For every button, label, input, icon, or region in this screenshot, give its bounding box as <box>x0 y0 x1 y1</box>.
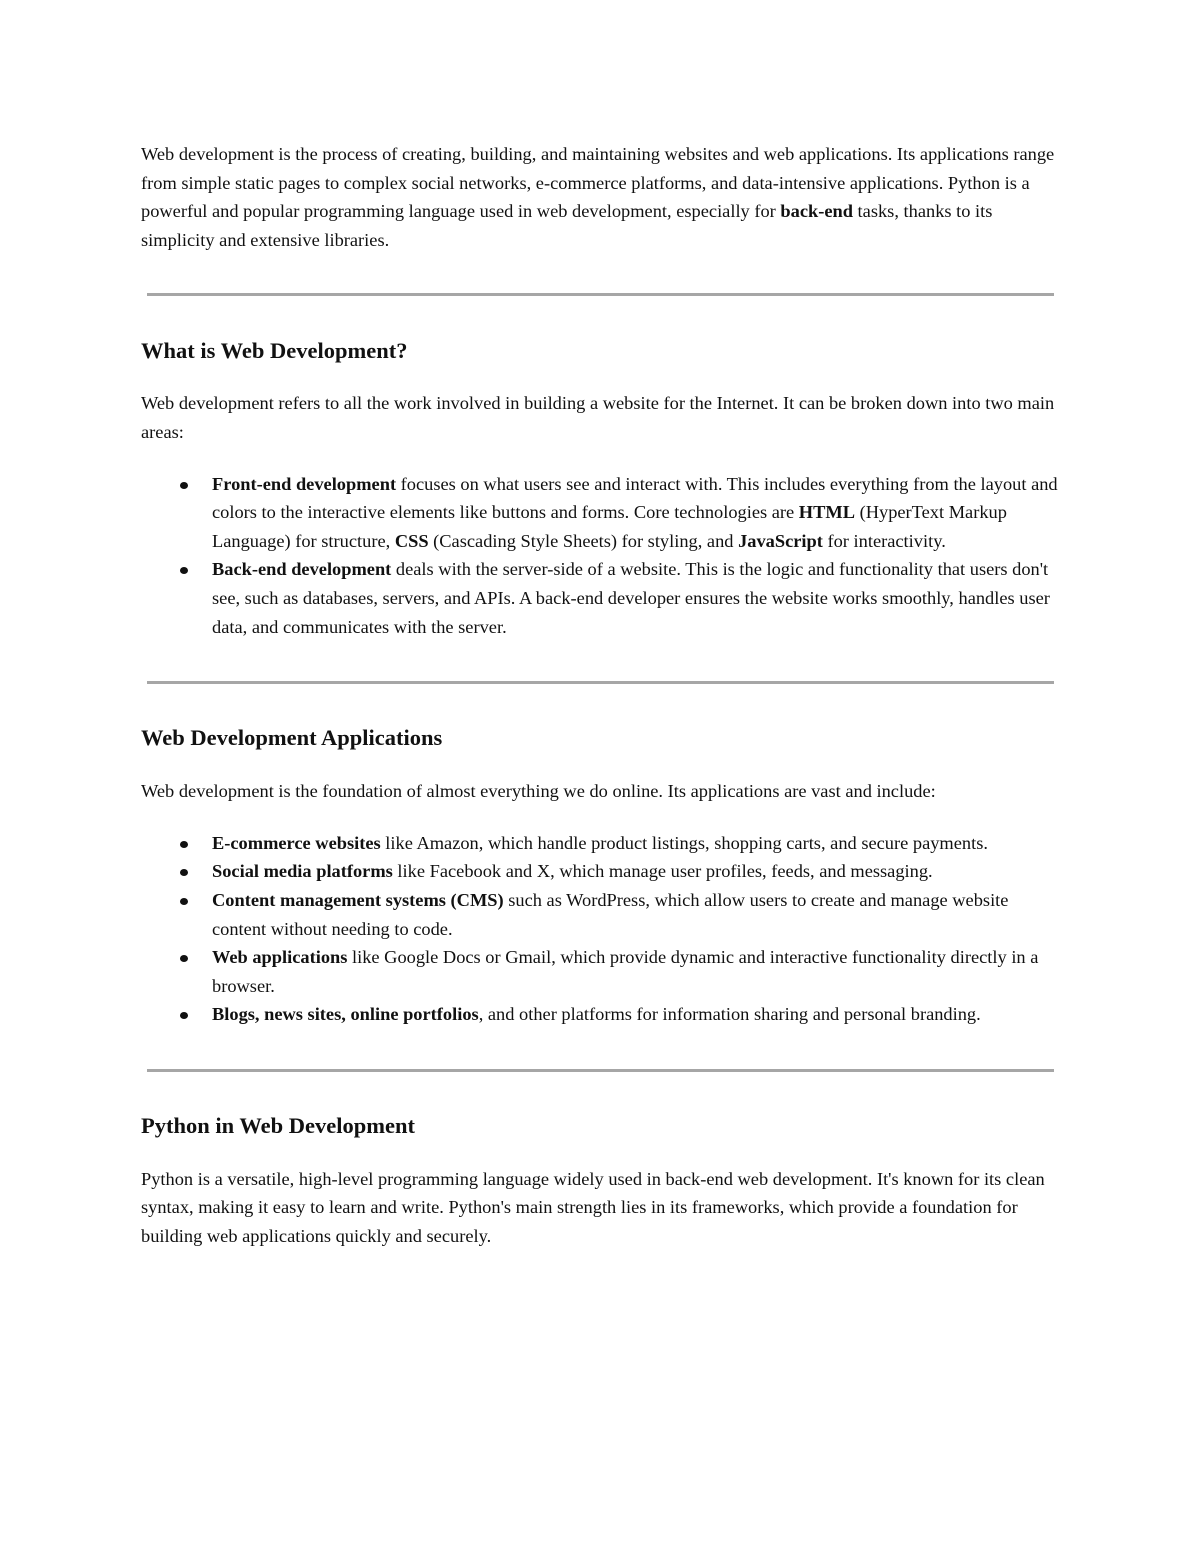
section2-paragraph: Web development is the foundation of almost everything we do online. Its applications are vast and include: <box>141 781 936 802</box>
heading-what-is-web-development: What is Web Development? <box>141 338 408 364</box>
list-item-bold: Back-end development <box>212 559 392 580</box>
list-item-ecommerce <box>141 829 1059 858</box>
section2-list <box>141 829 1059 1029</box>
list-item-bold: Blogs, news sites, online portfolios <box>212 1004 479 1025</box>
list-item-back-end <box>141 555 1059 641</box>
list-item-bold: Web applications <box>212 947 348 968</box>
list-item-text: (Cascading Style Sheets) for styling, and <box>428 530 739 551</box>
heading-python-in-web-development: Python in Web Development <box>141 1112 415 1138</box>
list-item-text: like Facebook and X, which manage user profiles, feeds, and messaging. <box>392 861 933 882</box>
bullet-icon <box>180 955 188 962</box>
bullet-icon <box>180 841 188 848</box>
intro-bold-back-end: back-end <box>780 201 853 222</box>
document-page <box>141 140 1059 1251</box>
list-item-text: (HyperText Markup Language) for structure, <box>212 502 1007 551</box>
intro-paragraph <box>141 140 1059 254</box>
list-item-text: like Amazon, which handle product listings, shopping carts, and secure payments. <box>380 832 988 853</box>
list-item-blogs <box>141 1000 1059 1029</box>
list-item-bold-css: CSS <box>394 530 429 551</box>
intro-text-1: Web development is the process of creating, building, and maintaining websites and web applications. Its applications range from simple static pages to complex social networks, e-commerce platforms, and data-intensive applications. Python is a powerful and popular programming language used in web development, especially for <box>141 144 1055 222</box>
bullet-icon <box>180 898 188 905</box>
list-item-bold: Content management systems (CMS) <box>212 889 504 910</box>
bullet-icon <box>180 869 188 876</box>
heading-web-development-applications: Web Development Applications <box>141 725 443 751</box>
bullet-icon <box>180 567 188 574</box>
list-item-front-end <box>141 470 1059 556</box>
list-item-text: like Google Docs or Gmail, which provide dynamic and interactive functionality directly in a browser. <box>212 947 1039 996</box>
list-item-web-applications <box>141 943 1059 1000</box>
list-item-text: , and other platforms for information sharing and personal branding. <box>478 1004 981 1025</box>
list-item-text: deals with the server-side of a website. This is the logic and functionality that users don't see, such as databases, servers, and APIs. A back-end developer ensures the website works smoothly, handles user data, and communicates with the server. <box>212 559 1050 637</box>
section1-list <box>141 470 1059 642</box>
bullet-icon <box>180 1012 188 1019</box>
section3-paragraph: Python is a versatile, high-level programming language widely used in back-end web development. It's known for its clean syntax, making it easy to learn and write. Python's main strength lies in its frameworks, which provide a foundation for building web applications quickly and securely. <box>141 1168 1045 1247</box>
divider-3 <box>147 1069 1054 1072</box>
list-item-social-media <box>141 857 1059 886</box>
section1-paragraph: Web development refers to all the work involved in building a website for the Internet. It can be broken down into two main areas: <box>141 393 1055 442</box>
list-item-bold: Front-end development <box>212 473 397 494</box>
list-item-bold: E-commerce websites <box>212 832 381 853</box>
bullet-icon <box>180 482 188 489</box>
intro-text-2: tasks, thanks to its simplicity and extensive libraries. <box>141 201 993 250</box>
list-item-bold-html: HTML <box>798 502 855 523</box>
list-item-bold-javascript: JavaScript <box>738 530 823 551</box>
list-item-text: focuses on what users see and interact with. This includes everything from the layout and colors to the interactive elements like buttons and forms. Core technologies are <box>212 473 1058 523</box>
divider-1 <box>147 293 1054 296</box>
list-item-text: such as WordPress, which allow users to create and manage website content without needing to code. <box>212 889 1009 939</box>
divider-2 <box>147 681 1054 684</box>
list-item-text: for interactivity. <box>822 530 946 551</box>
list-item-cms <box>141 886 1059 943</box>
list-item-bold: Social media platforms <box>212 861 393 882</box>
